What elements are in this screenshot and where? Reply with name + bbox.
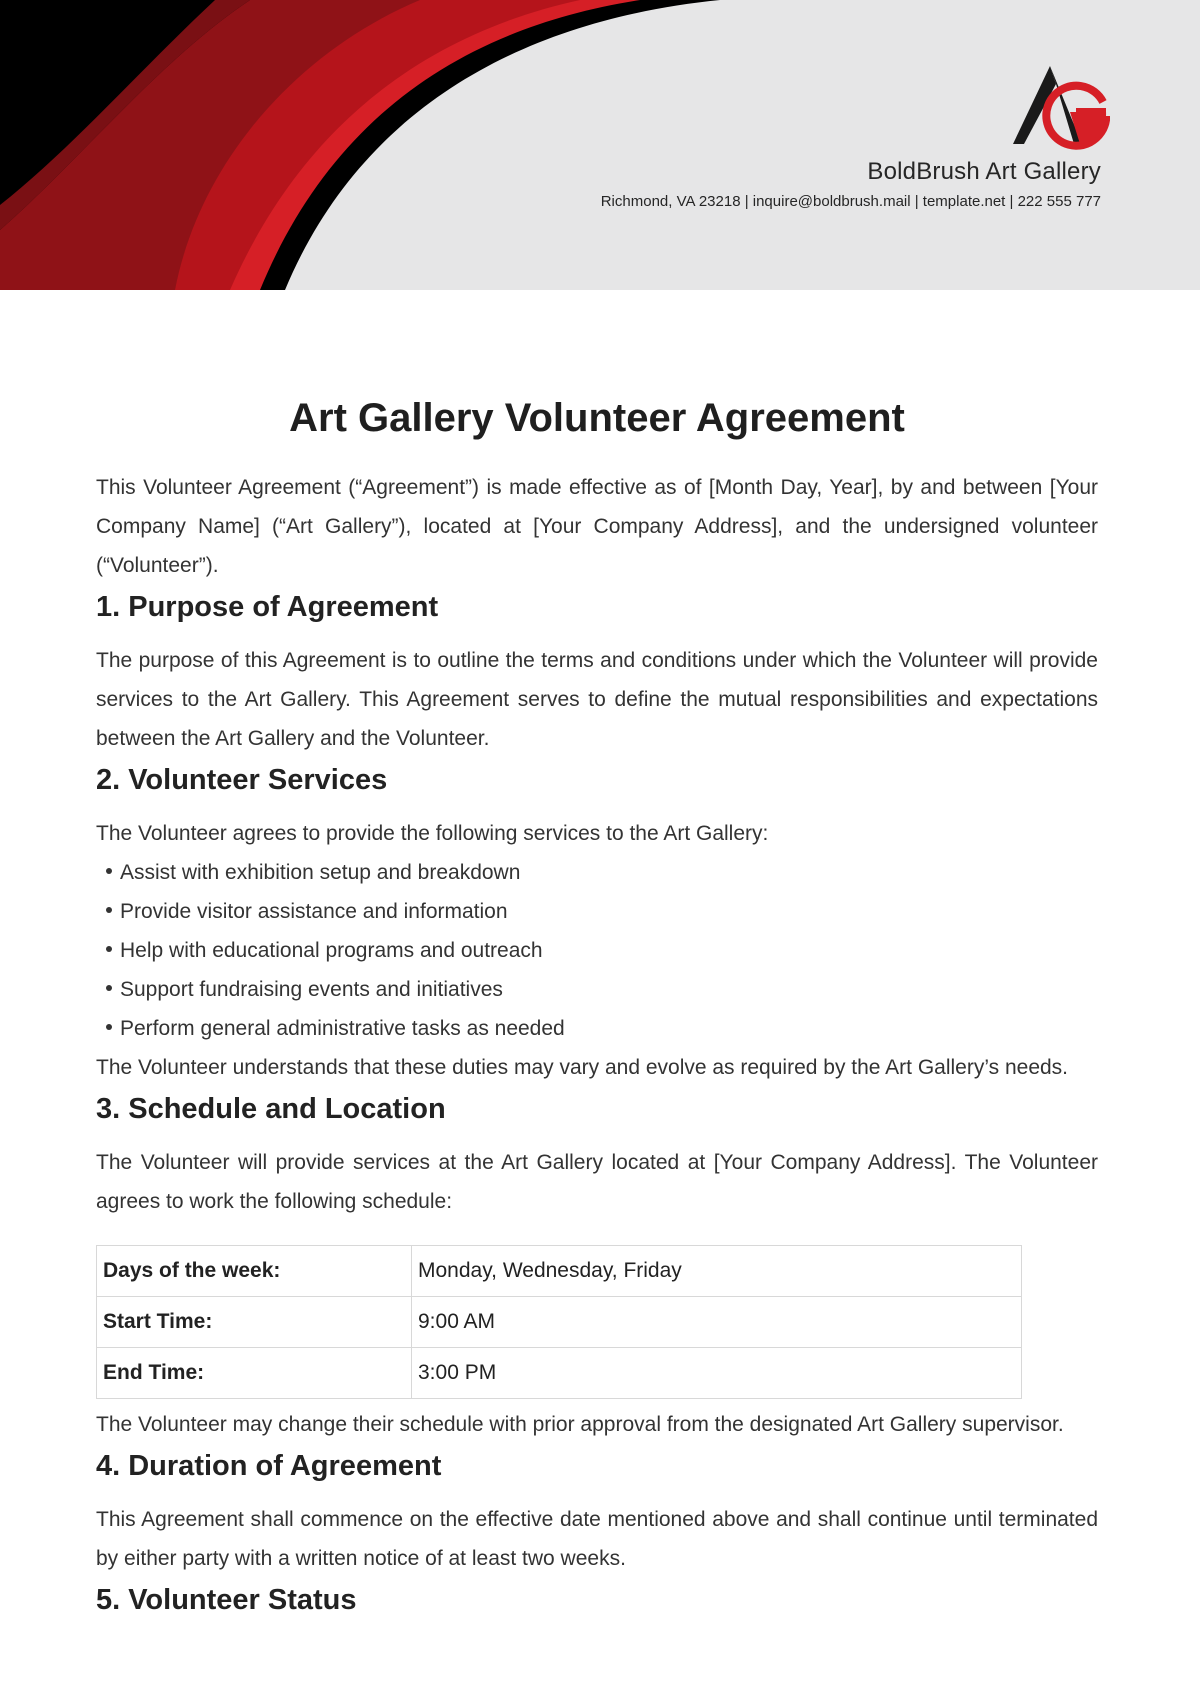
gallery-logo-icon [1010,62,1110,152]
bullet-icon [106,985,112,991]
section-3-body: The Volunteer will provide services at the Art Gallery located at [Your Company Address]. The Volunteer agrees to work the following schedule: [96,1151,1098,1213]
list-item: Provide visitor assistance and information [96,892,1098,931]
table-row [97,1246,1022,1297]
table-cell-value: 3:00 PM [412,1348,1022,1399]
bullet-icon [106,946,112,952]
section-3-closing: The Volunteer may change their schedule with prior approval from the designated Art Gallery supervisor. [96,1413,1064,1436]
table-cell-label: Start Time: [97,1297,412,1348]
schedule-table [96,1245,1022,1399]
bullet-icon [106,1024,112,1030]
section-4-heading: 4. Duration of Agreement [96,1450,442,1482]
section-5-heading: 5. Volunteer Status [96,1584,357,1616]
company-name: BoldBrush Art Gallery [867,158,1101,185]
list-item: Help with educational programs and outreach [96,931,1098,970]
list-item: Support fundraising events and initiatives [96,970,1098,1009]
section-4-body: This Agreement shall commence on the effective date mentioned above and shall continue until terminated by either party with a written notice of at least two weeks. [96,1508,1098,1570]
bullet-icon [106,868,112,874]
company-contact-line: Richmond, VA 23218 | inquire@boldbrush.mail | template.net | 222 555 777 [600,193,1101,210]
section-2-closing: The Volunteer understands that these duties may vary and evolve as required by the Art Gallery’s needs. [96,1056,1069,1079]
bullet-icon [106,907,112,913]
table-row [97,1348,1022,1399]
section-1-heading: 1. Purpose of Agreement [96,591,439,623]
section-2-heading: 2. Volunteer Services [96,764,388,796]
table-row [97,1297,1022,1348]
intro-paragraph: This Volunteer Agreement (“Agreement”) is made effective as of [Month Day, Year], by and between [Your Company Name] (“Art Gallery”), located at [Your Company Address], and the undersigned volunteer (“Volunteer”). [96,476,1098,577]
document-body [96,390,1098,1622]
list-item: Perform general administrative tasks as needed [96,1009,1098,1048]
section-2-lead: The Volunteer agrees to provide the following services to the Art Gallery: [96,822,769,845]
table-cell-label: End Time: [97,1348,412,1399]
table-cell-value: Monday, Wednesday, Friday [412,1246,1022,1297]
table-cell-label: Days of the week: [97,1246,412,1297]
list-item: Assist with exhibition setup and breakdown [96,853,1098,892]
services-list [96,853,1098,1048]
document-title: Art Gallery Volunteer Agreement [289,396,905,440]
letterhead-banner [0,0,1200,290]
section-1-body: The purpose of this Agreement is to outline the terms and conditions under which the Volunteer will provide services to the Art Gallery. This Agreement serves to define the mutual responsibilities and expectations between the Art Gallery and the Volunteer. [96,649,1098,750]
section-3-heading: 3. Schedule and Location [96,1093,446,1125]
table-cell-value: 9:00 AM [412,1297,1022,1348]
